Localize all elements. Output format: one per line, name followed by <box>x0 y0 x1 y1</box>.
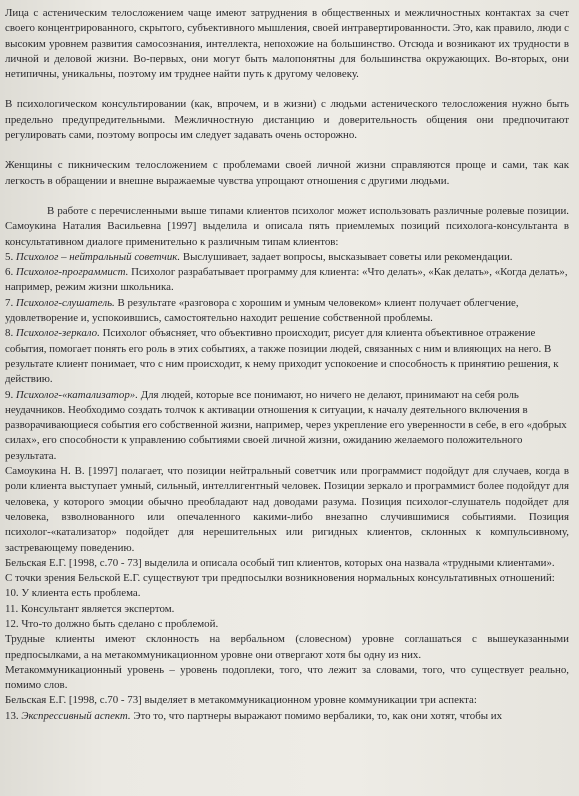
item-text: Выслушивает, задает вопросы, высказывает советы или рекомендации. <box>180 250 513 263</box>
item-text: Психолог разрабатывает программу для клиента: «Что делать», «Как делать», «Когда делать», например, режим жизни школьника. <box>5 266 568 294</box>
list-item: 10. У клиента есть проблема. <box>5 587 141 600</box>
item-title: Психолог-слушатель. <box>15 296 115 309</box>
list-item <box>5 265 569 296</box>
item-number: 6. <box>5 266 14 279</box>
item-number: 13. <box>5 709 19 722</box>
item-title: Психолог-зеркало. <box>15 327 100 340</box>
paragraph-role-positions: В работе с перечисленными выше типами клиентов психолог может использовать различные ролевые позиции. Самоукина Наталия Васильевна [1997] выделила и описала пять приемлемых позиций психолога-консультанта в консультативном диалоге применительно к различным типам клиентов: <box>5 204 569 248</box>
paragraph-asthenic: Лица с астеническим телосложением чаще имеют затруднения в общественных и межличностных контактах за счет своего концентрированного, скрытого, субъективного мышления, своей интравертированности. Это, как правило, люди с высоким уровнем развития самосознания, интеллекта, непохожие на большинство. Отсюда и возникают их трудности в личной и деловой жизни. Во-первых, они могут быть малопонятны для большинства окружающих. Во-вторых, они нетипичны, уникальны, поэтому им труднее найти путь к другому человеку. <box>5 7 569 81</box>
paragraph-difficult-clients: Трудные клиенты имеют склонность на вербальном (словесном) уровне соглашаться с вышеуказанными предпосылками, а на метакоммуникационном уровне они отвергают хотя бы одну из них. <box>5 633 569 661</box>
paragraph-prerequisites: С точки зрения Бельской Е.Г. существуют три предпосылки возникновения нормальных консультативных отношений: <box>5 572 555 585</box>
item-number: 5. <box>5 250 14 263</box>
list-item <box>5 296 569 327</box>
list-item <box>5 326 569 387</box>
item-title: Психолог-«катализатор». <box>15 388 138 401</box>
list-item <box>5 388 569 464</box>
paragraph-pyknic-women: Женщины с пикническим телосложением с проблемами своей личной жизни справляются проще и сами, так как легкость в обращении и внешне выражаемые чувства упрощают отношения с другими людьми. <box>5 159 569 187</box>
paragraph-metacommunication: Метакоммуникационный уровень – уровень подоплеки, того, что лежит за словами, того, что существует реально, помимо слов. <box>5 663 569 692</box>
list-item <box>5 250 569 265</box>
item-title: Психолог-программист. <box>15 266 129 279</box>
item-text: Психолог объясняет, что объективно происходит, рисует для клиента объективное отражение события, помогает понять его роль в этих событиях, а также позиции людей, связанных с ним и влияющих на него. В результате клиент понимает, что с ним происходит, к нему приходит успокоение и способность к принятию решения, к действию. <box>5 327 559 386</box>
item-text: Для людей, которые все понимают, но ничего не делают, принимают на себя роль неудачников. Необходимо создать толчок к активации отношения к ситуации, к началу деятельного включения в разворачивающиеся события его собственной жизни, например, через укрепление его уверенности в себе, в его «добрых силах», его способности к управлению событиями своей личной жизни, ожиданию желаемого положительного результата. <box>5 388 567 462</box>
list-item: 11. Консультант является экспертом. <box>5 602 175 615</box>
paragraph-three-aspects: Бельская Е.Г. [1998, с.70 - 73] выделяет в метакоммуникационном уровне коммуникации три аспекта: <box>5 694 477 707</box>
item-title: Экспрессивный аспект. <box>21 709 131 722</box>
item-number: 7. <box>5 296 14 309</box>
list-item: 12. Что-то должно быть сделано с проблемой. <box>5 617 219 630</box>
paragraph-consulting-asthenic: В психологическом консультировании (как, впрочем, и в жизни) с людьми астенического телосложения нужно быть предельно предупредительными. Межличностную дистанцию и доверительность общения они предпочитают регулировать сами, поэтому вопросы им следует задавать очень осторожно. <box>5 98 569 142</box>
item-text: В результате «разговора с хорошим и умным человеком» клиент получает облегчение, удовлетворение и, успокоившись, самостоятельно находит решение собственной проблемы. <box>5 296 519 325</box>
paragraph-belskaya-difficult: Бельская Е.Г. [1998, с.70 - 73] выделила и описала особый тип клиентов, которых она назвала «трудными клиентами». <box>5 556 555 569</box>
paragraph-samoukina-opinion: Самоукина Н. В. [1997] полагает, что позиции нейтральный советчик или программист подойдут для случаев, когда в роли клиента выступает умный, сильный, интеллигентный человек. Позиции зеркало и программист более подойдут для человека, у которого эмоции обычно преобладают над доводами разума. Позиция психолог-слушатель подойдет для человека, взволнованного или опечаленного какими-либо внезапно случившимися событиями. Позиция психолог-«катализатор» подойдет для нерешительных или ригидных клиентов, склонных к компульсивному, застревающему поведению. <box>5 465 569 554</box>
item-text: Это то, что партнеры выражают помимо вербалики, то, как они хотят, чтобы их <box>130 709 503 722</box>
list-item <box>5 709 569 724</box>
item-number: 8. <box>5 327 14 340</box>
item-number: 9. <box>5 388 14 401</box>
item-title: Психолог – нейтральный советчик. <box>15 250 181 263</box>
